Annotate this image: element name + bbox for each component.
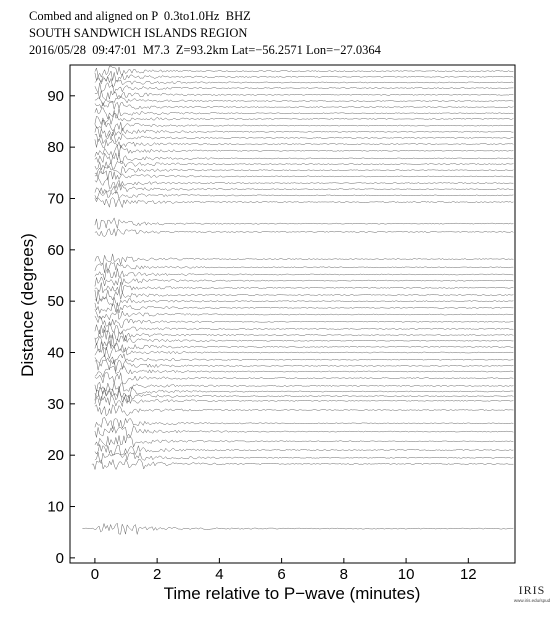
seismogram-trace	[95, 71, 514, 82]
seismogram-trace	[95, 184, 514, 194]
seismogram-trace	[95, 198, 514, 208]
header-processing-line: Combed and aligned on P 0.3to1.0Hz BHZ	[29, 9, 251, 23]
x-tick-label: 0	[90, 566, 100, 583]
seismogram-trace	[95, 139, 514, 148]
seismogram-trace	[95, 426, 514, 438]
seismogram-trace	[95, 108, 514, 119]
seismogram-trace	[95, 153, 514, 164]
y-tick-label: 50	[47, 293, 64, 311]
plot-area-frame	[70, 65, 515, 563]
trace-group	[82, 66, 513, 534]
x-tick-label: 4	[215, 566, 224, 583]
seismogram-trace	[95, 417, 514, 428]
seismogram-trace	[95, 386, 514, 397]
seismogram-trace	[95, 303, 514, 314]
seismogram-trace	[95, 102, 514, 110]
seismogram-trace	[95, 66, 514, 77]
iris-logo-word: IRIS	[518, 583, 546, 597]
seismogram-trace	[95, 335, 514, 347]
seismogram-trace	[95, 77, 514, 88]
x-tick-label: 8	[339, 566, 349, 583]
y-axis-label: Distance (degrees)	[18, 233, 37, 377]
seismogram-trace	[82, 523, 513, 534]
seismogram-trace	[95, 96, 514, 106]
seismogram-trace	[95, 218, 514, 229]
seismogram-trace	[95, 452, 514, 463]
x-tick-label: 10	[397, 566, 415, 583]
seismogram-trace	[95, 330, 514, 341]
header-region-line: SOUTH SANDWICH ISLANDS REGION	[29, 26, 248, 40]
y-tick-label: 0	[55, 549, 64, 567]
seismogram-trace	[95, 323, 514, 334]
x-axis-label: Time relative to P−wave (minutes)	[163, 584, 421, 603]
seismogram-trace	[95, 178, 514, 189]
seismogram-trace	[95, 229, 514, 237]
seismogram-trace	[95, 282, 514, 293]
iris-logo	[512, 583, 552, 603]
seismogram-trace	[95, 132, 514, 144]
y-tick-label: 90	[47, 87, 64, 105]
x-tick-label: 2	[152, 566, 162, 583]
seismogram-trace	[95, 127, 514, 138]
seismogram-trace	[92, 459, 514, 470]
y-tick-label: 60	[47, 241, 64, 259]
seismogram-trace	[95, 191, 514, 200]
seismogram-trace	[95, 382, 514, 391]
y-tick-label: 40	[47, 344, 64, 362]
x-tick-label: 6	[277, 566, 286, 583]
seismogram-trace	[95, 436, 514, 448]
x-tick-label: 12	[459, 566, 477, 583]
seismogram-trace	[95, 405, 514, 416]
seismogram-trace	[95, 91, 514, 100]
seismogram-trace	[95, 254, 514, 265]
seismogram-trace	[95, 372, 514, 384]
seismogram-trace	[95, 113, 514, 124]
y-tick-label: 30	[47, 395, 64, 413]
y-tick-label: 80	[47, 139, 64, 157]
seismogram-trace	[95, 316, 514, 328]
seismogram-trace	[95, 145, 514, 157]
seismogram-trace	[95, 341, 514, 352]
y-tick-label: 10	[47, 498, 64, 516]
seismogram-trace	[95, 171, 514, 180]
seismogram-trace	[95, 263, 514, 274]
seismogram-trace	[95, 120, 514, 131]
seismogram-trace	[95, 444, 514, 455]
seismogram-trace	[95, 277, 514, 287]
seismogram-trace	[95, 297, 514, 307]
seismogram-trace	[95, 354, 514, 365]
seismogram-trace	[95, 290, 514, 301]
iris-logo-url: www.iris.edu/spud	[513, 598, 551, 603]
seismogram-trace	[95, 396, 514, 407]
y-tick-label: 70	[47, 190, 64, 208]
header-event-line: 2016/05/28 09:47:01 M7.3 Z=93.2km Lat=−56.2571 Lon=−27.0364	[29, 43, 381, 57]
y-tick-label: 20	[47, 447, 64, 465]
seismogram-trace	[95, 269, 514, 280]
seismogram-trace	[95, 83, 514, 94]
y-axis-ticks	[47, 88, 75, 567]
seismogram-trace	[95, 309, 514, 320]
seismogram-trace	[95, 360, 514, 371]
x-axis-ticks	[91, 558, 477, 583]
seismogram-trace	[95, 166, 514, 176]
